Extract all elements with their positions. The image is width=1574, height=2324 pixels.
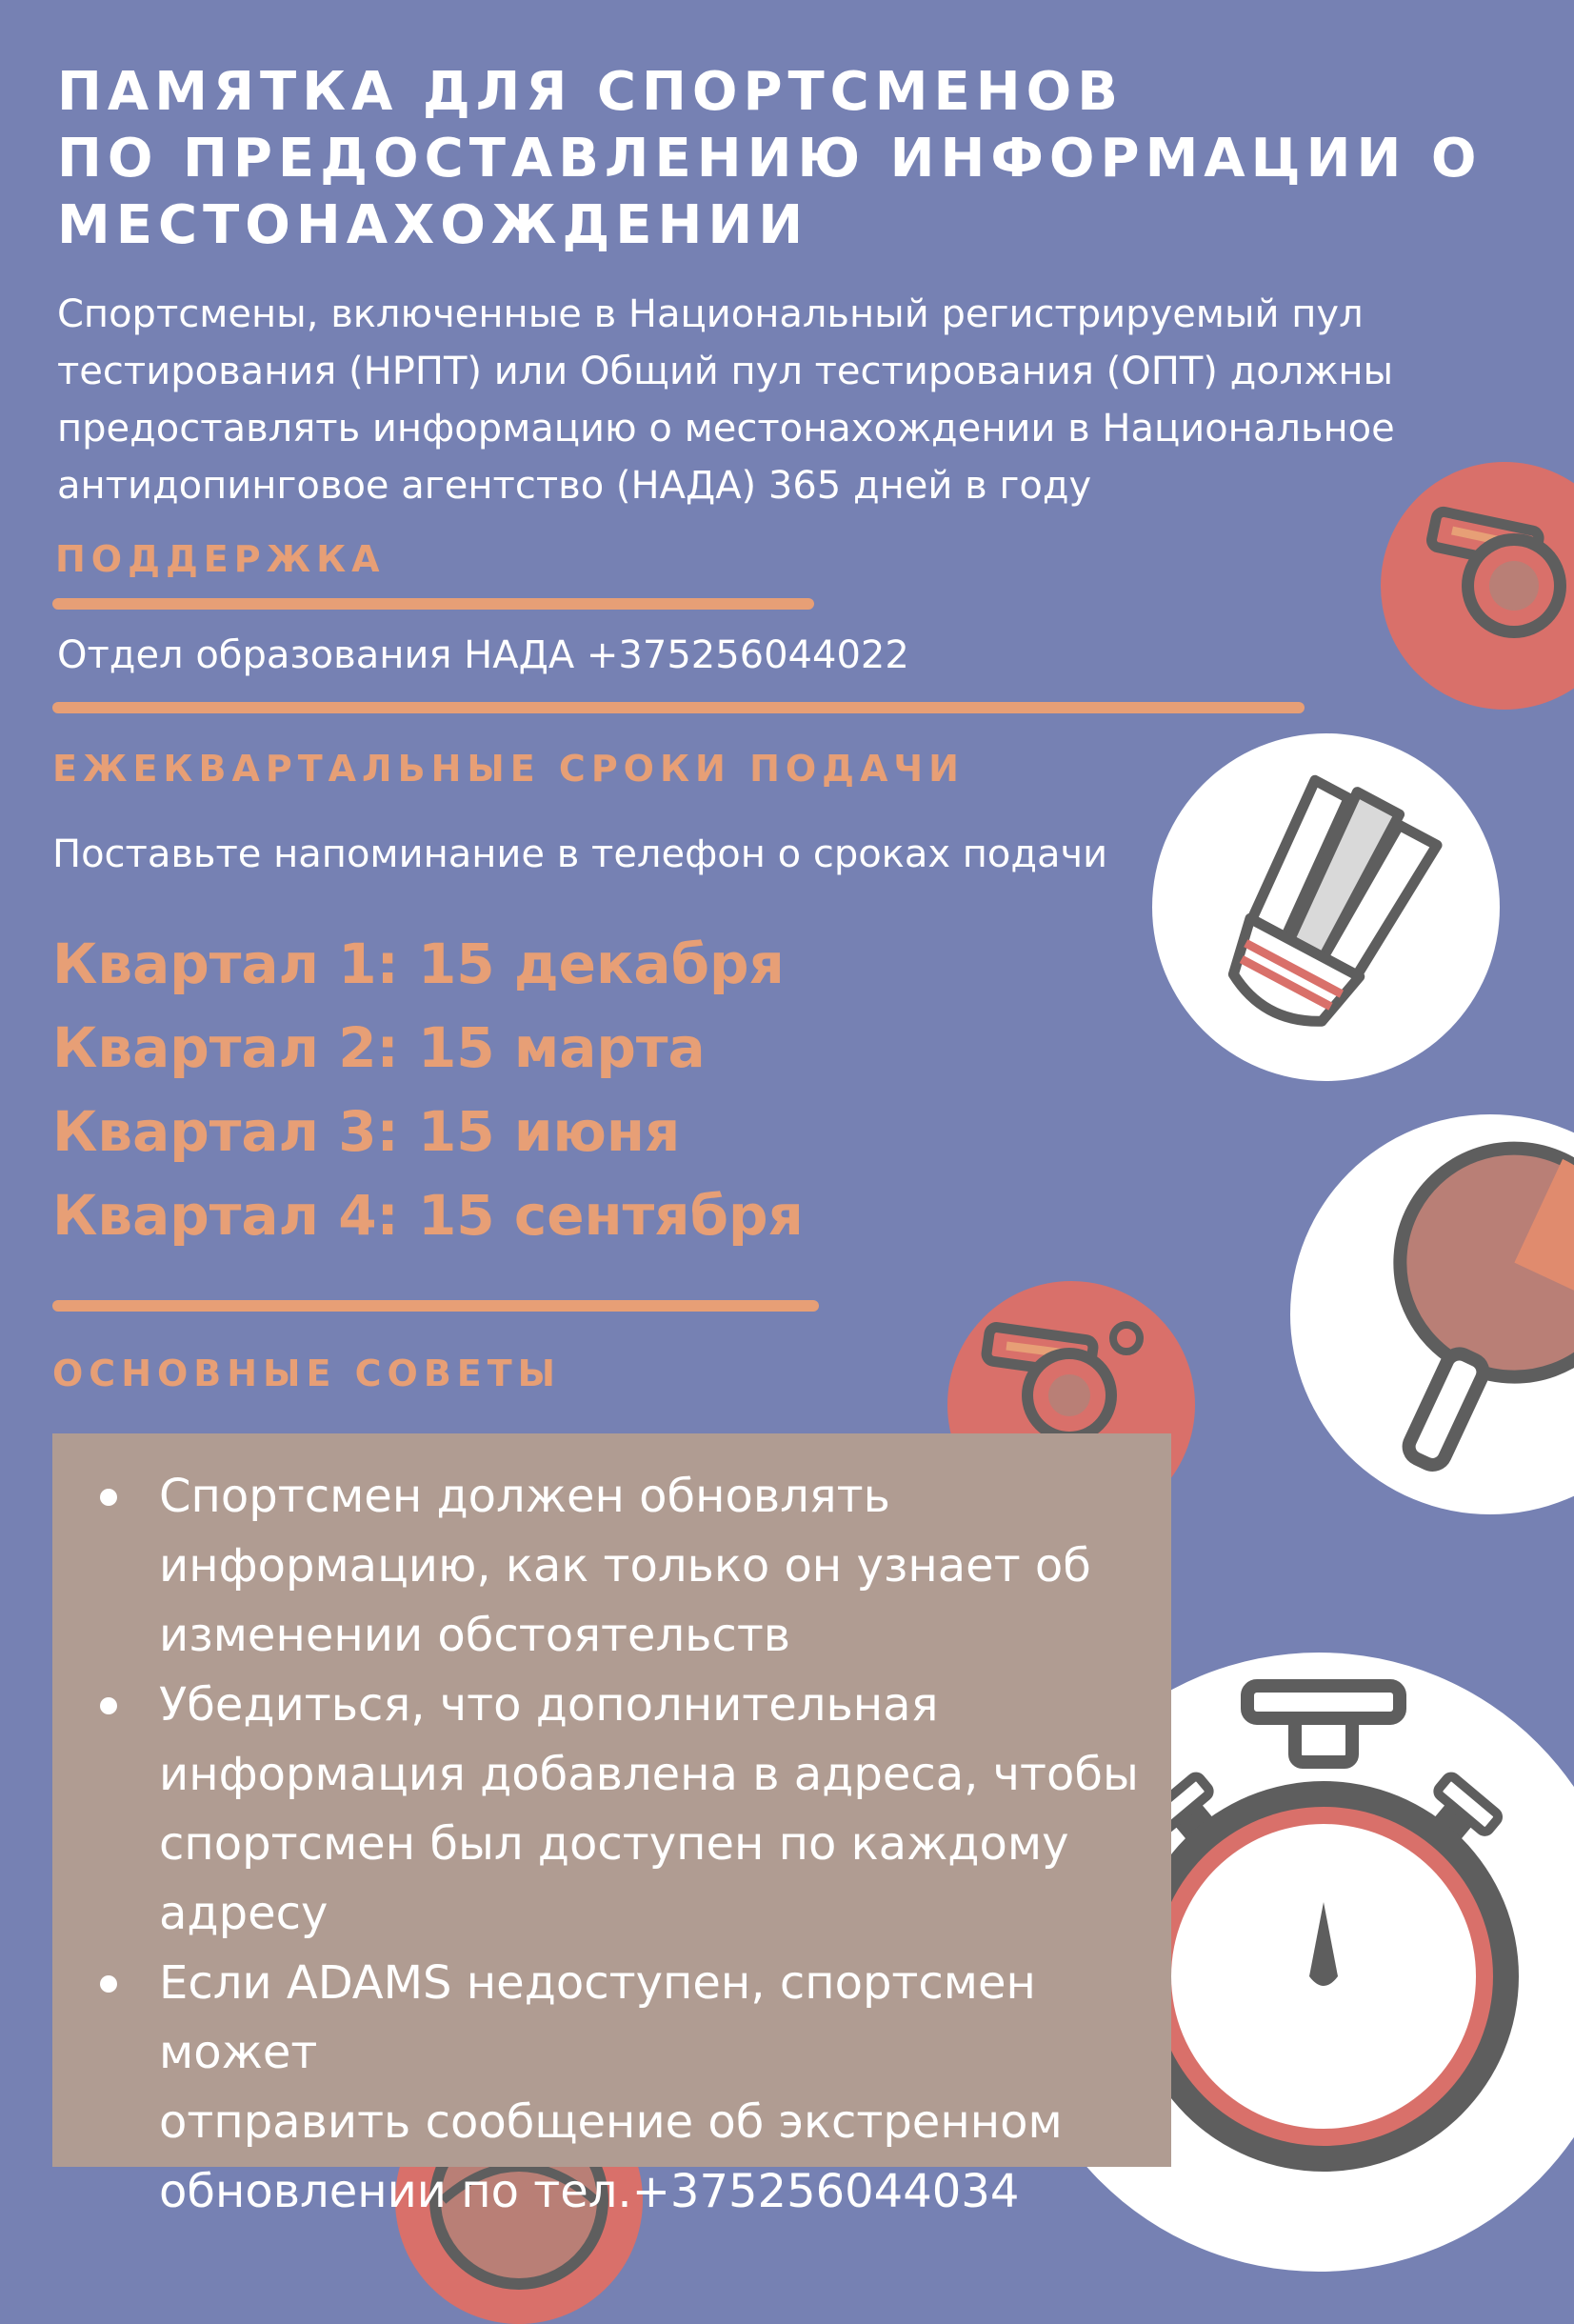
bullet-icon — [100, 1697, 117, 1714]
title-line: МЕСТОНАХОЖДЕНИИ — [57, 194, 809, 256]
whistle-circle-top — [1381, 462, 1574, 710]
tip-item: Если ADAMS недоступен, спортсмен может отправить сообщение об экстренном обновлении по тел.+375256044034 — [81, 1949, 1157, 2227]
tips-list — [81, 1462, 1157, 2227]
intro-line: тестирования (НРПТ) или Общий пул тестирования (ОПТ) должны — [57, 350, 1394, 393]
quarters-list — [52, 922, 804, 1257]
title-line: ПАМЯТКА ДЛЯ СПОРТСМЕНОВ — [57, 61, 1124, 123]
quarter-item: Квартал 4: 15 сентября — [52, 1183, 804, 1248]
tips-box — [52, 1433, 1171, 2218]
intro-line: предоставлять информацию о местонахождении в Национальное — [57, 407, 1395, 451]
bullet-icon — [100, 1489, 117, 1506]
deadlines-divider — [52, 1300, 819, 1312]
shuttlecock-circle — [1152, 733, 1500, 1081]
support-heading: ПОДДЕРЖКА — [55, 538, 386, 580]
support-contact: Отдел образования НАДА +375256044022 — [57, 633, 909, 677]
deadlines-heading: ЕЖЕКВАРТАЛЬНЫЕ СРОКИ ПОДАЧИ — [52, 748, 965, 790]
whistle-icon — [1381, 462, 1574, 710]
quarter-item: Квартал 2: 15 марта — [52, 1015, 706, 1080]
page-title — [57, 59, 1543, 259]
shuttlecock-icon — [1152, 733, 1500, 1081]
tips-heading: ОСНОВНЫЕ СОВЕТЫ — [52, 1352, 562, 1394]
paddle-circle — [1290, 1114, 1574, 1514]
support-bottom-divider — [52, 702, 1305, 713]
deadlines-reminder: Поставьте напоминание в телефон о сроках подачи — [52, 832, 1108, 876]
intro-line: антидопинговое агентство (НАДА) 365 дней в году — [57, 464, 1092, 508]
quarter-item: Квартал 3: 15 июня — [52, 1099, 681, 1164]
bullet-icon — [100, 1975, 117, 1993]
quarter-item: Квартал 1: 15 декабря — [52, 932, 785, 996]
table-tennis-paddle-icon — [1290, 1114, 1574, 1514]
title-line: ПО ПРЕДОСТАВЛЕНИЮ ИНФОРМАЦИИ О — [57, 128, 1483, 190]
tip-item: Спортсмен должен обновлять информацию, как только он узнает об изменении обстоятельств — [81, 1462, 1157, 1671]
intro-line: Спортсмены, включенные в Национальный регистрируемый пул — [57, 292, 1364, 336]
support-divider — [52, 598, 814, 610]
intro-paragraph — [57, 286, 1409, 514]
tip-item: Убедиться, что дополнительная информация добавлена в адреса, чтобы спортсмен был доступен по каждому адресу — [81, 1671, 1157, 1949]
